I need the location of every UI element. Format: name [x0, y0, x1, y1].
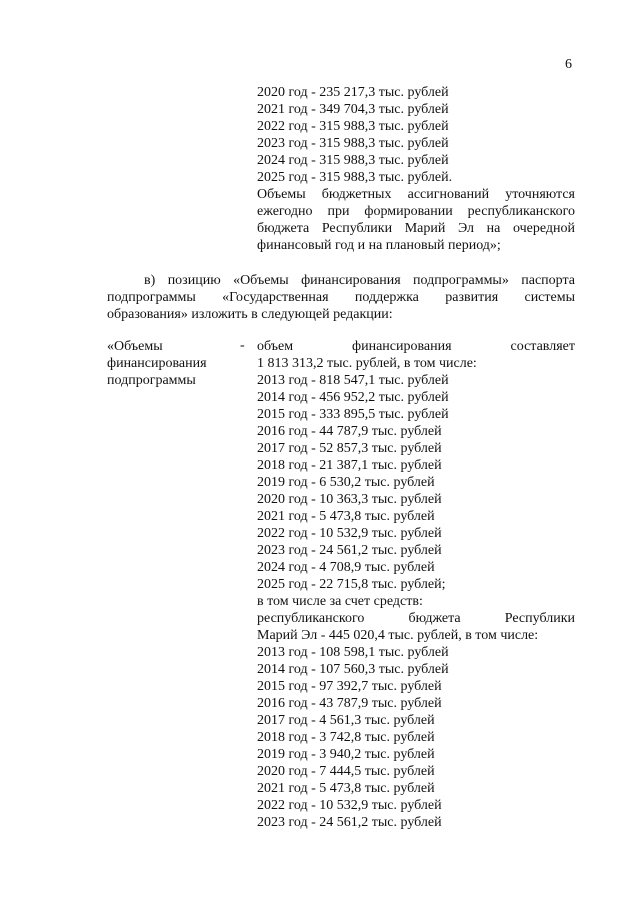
intro-line: объем финансирования составляет: [257, 339, 575, 354]
year-line: 2024 год - 315 988,3 тыс. рублей: [257, 153, 449, 168]
year-line: 2020 год - 235 217,3 тыс. рублей: [257, 85, 449, 100]
year-line: 2023 год - 24 561,2 тыс. рублей: [257, 543, 442, 558]
label-line: «Объемы: [107, 339, 163, 354]
year-line: 2023 год - 315 988,3 тыс. рублей: [257, 136, 449, 151]
year-line: 2021 год - 5 473,8 тыс. рублей: [257, 781, 435, 796]
year-line: 2020 год - 10 363,3 тыс. рублей: [257, 492, 442, 507]
paragraph-line: подпрограммы «Государственная поддержка развития системы: [107, 290, 575, 305]
note-line: Объемы бюджетных ассигнований уточняются: [257, 187, 575, 202]
paragraph-line: в) позицию «Объемы финансирования подпрограммы» паспорта: [144, 273, 575, 288]
year-line: 2019 год - 6 530,2 тыс. рублей: [257, 475, 435, 490]
year-line: 2018 год - 21 387,1 тыс. рублей: [257, 458, 442, 473]
year-line: 2021 год - 349 704,3 тыс. рублей: [257, 102, 449, 117]
position-value: [257, 338, 575, 831]
year-line: 2016 год - 44 787,9 тыс. рублей: [257, 424, 442, 439]
note-line: финансовый год и на плановый период»;: [257, 238, 501, 253]
year-line: 2022 год - 10 532,9 тыс. рублей: [257, 798, 442, 813]
year-line: 2025 год - 315 988,3 тыс. рублей.: [257, 170, 453, 185]
year-line: 2018 год - 3 742,8 тыс. рублей: [257, 730, 435, 745]
year-line: 2022 год - 10 532,9 тыс. рублей: [257, 526, 442, 541]
year-line: 2019 год - 3 940,2 тыс. рублей: [257, 747, 435, 762]
year-line: 2023 год - 24 561,2 тыс. рублей: [257, 815, 442, 830]
year-line: 2021 год - 5 473,8 тыс. рублей: [257, 509, 435, 524]
year-line: 2024 год - 4 708,9 тыс. рублей: [257, 560, 435, 575]
label-line: подпрограммы: [107, 373, 196, 388]
year-line: 2017 год - 4 561,3 тыс. рублей: [257, 713, 435, 728]
year-line: 2017 год - 52 857,3 тыс. рублей: [257, 441, 442, 456]
year-line: 2016 год - 43 787,9 тыс. рублей: [257, 696, 442, 711]
note-line: ежегодно при формировании республиканского: [257, 204, 575, 219]
note-line: бюджета Республики Марий Эл на очередной: [257, 221, 575, 236]
year-line: 2014 год - 107 560,3 тыс. рублей: [257, 662, 449, 677]
page-number: 6: [565, 57, 572, 72]
mid-line: республиканского бюджета Республики: [257, 611, 575, 626]
position-label: [107, 338, 247, 389]
year-line: 2015 год - 97 392,7 тыс. рублей: [257, 679, 442, 694]
mid-line: в том числе за счет средств:: [257, 594, 423, 609]
year-line: 2013 год - 108 598,1 тыс. рублей: [257, 645, 449, 660]
year-line: 2013 год - 818 547,1 тыс. рублей: [257, 373, 449, 388]
year-line: 2025 год - 22 715,8 тыс. рублей;: [257, 577, 446, 592]
label-line: финансирования: [107, 356, 207, 371]
separator-dash: -: [240, 338, 245, 353]
amendment-paragraph: [107, 272, 575, 323]
year-line: 2015 год - 333 895,5 тыс. рублей: [257, 407, 449, 422]
intro-line: 1 813 313,2 тыс. рублей, в том числе:: [257, 356, 477, 371]
mid-line: Марий Эл - 445 020,4 тыс. рублей, в том числе:: [257, 628, 539, 643]
year-line: 2020 год - 7 444,5 тыс. рублей: [257, 764, 435, 779]
top-funding-block: [257, 84, 575, 254]
year-line: 2014 год - 456 952,2 тыс. рублей: [257, 390, 449, 405]
paragraph-line: образования» изложить в следующей редакции:: [107, 307, 393, 322]
year-line: 2022 год - 315 988,3 тыс. рублей: [257, 119, 449, 134]
